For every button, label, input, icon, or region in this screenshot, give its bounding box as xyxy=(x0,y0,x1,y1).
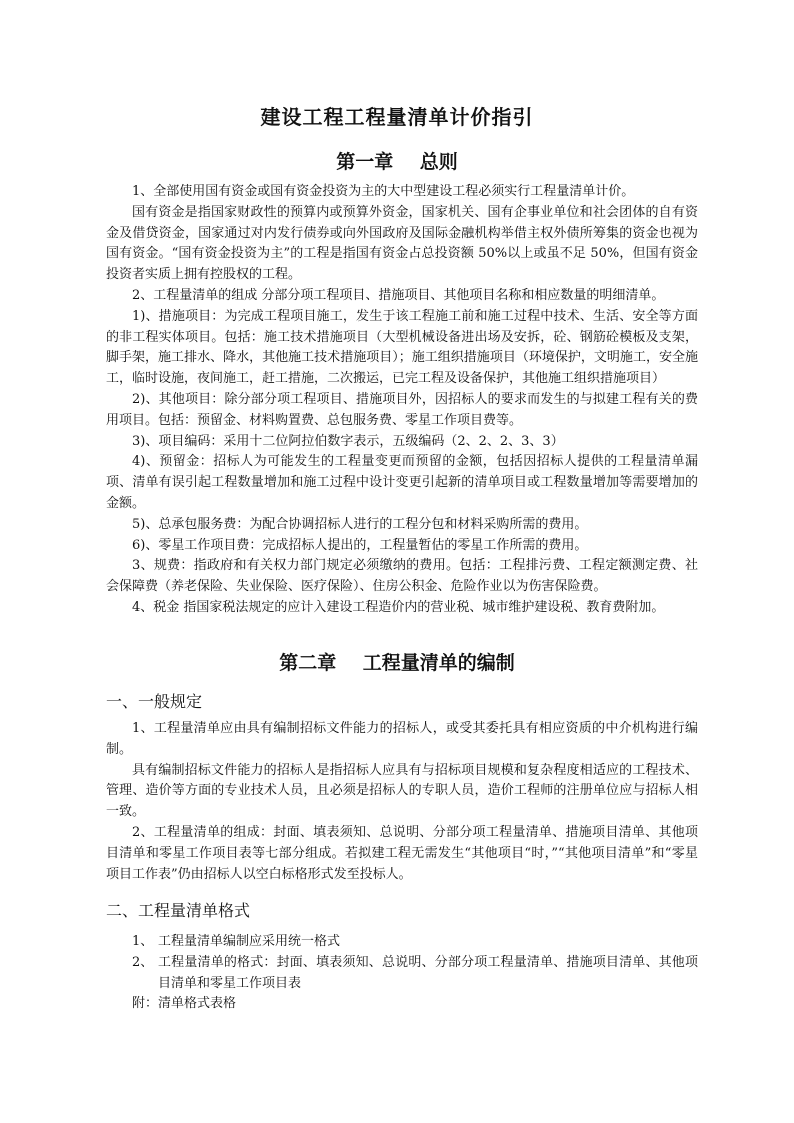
paragraph: 国有资金是指国家财政性的预算内或预算外资金，国家机关、国有企事业单位和社会团体的自有资金及借贷资金，国家通过对内发行债券或向外国政府及国际金融机构举借主权外债所筹集的资金也视为国有资金。“国有资金投资为主”的工程是指国有资金占总投资额 50%以上或虽不足 50%，但国有资金投资者实质上拥有控股权的工程。 xyxy=(106,204,698,283)
section-2-heading: 二、工程量清单格式 xyxy=(106,901,251,920)
section-1-heading: 一、一般规定 xyxy=(106,692,203,711)
list-item xyxy=(106,932,698,953)
list-item-text: 工程量清单编制应采用统一格式 xyxy=(158,934,341,949)
paragraph: 2)、其他项目：除分部分项工程项目、措施项目外，因招标人的要求而发生的与拟建工程有关的费用项目。包括：预留金、材料购置费、总包服务费、零星工作项目费等。 xyxy=(106,391,698,428)
document-title: 建设工程工程量清单计价指引 xyxy=(260,105,534,129)
paragraph: 4、税金 指国家税法规定的应计入建设工程造价内的营业税、城市维护建设税、教育费附加。 xyxy=(132,599,665,615)
chapter-1-body xyxy=(106,182,698,619)
paragraph: 1、全部使用国有资金或国有资金投资为主的大中型建设工程必须实行工程量清单计价。 xyxy=(132,184,635,199)
section-2-body xyxy=(106,932,698,1015)
paragraph: 2、工程量清单的组成：封面、填表须知、总说明、分部分项工程量清单、措施项目清单、其他项目清单和零星工作项目表等七部分组成。若拟建工程无需发生“其他项目“时，”“其他项目清单”和“零星项目工作表”仍由招标人以空白标格形式发至投标人。 xyxy=(106,824,698,882)
paragraph: 5)、总承包服务费：为配合协调招标人进行的工程分包和材料采购所需的费用。 xyxy=(132,516,588,532)
paragraph: 2、工程量清单的组成 分部分项工程项目、措施项目、其他项目名称和相应数量的明细清单。 xyxy=(132,287,665,303)
section-1-body xyxy=(106,719,698,885)
paragraph: 4)、预留金：招标人为可能发生的工程量变更而预留的金额，包括因招标人提供的工程量清单漏项、清单有误引起工程数量增加和施工过程中设计变更引起新的清单项目或工程数量增加等需要增加的金额。 xyxy=(106,454,698,511)
paragraph: 1)、措施项目：为完成工程项目施工，发生于该工程施工前和施工过程中技术、生活、安全等方面的非工程实体项目。包括：施工技术措施项目（大型机械设备进出场及安拆，砼、钢筋砼模板及支架，脚手架，施工排水、降水，其他施工技术措施项目）；施工组织措施项目（环境保护，文明施工，安全施工，临时设施，夜间施工，赶工措施，二次搬运，已完工程及设备保护，其他施工组织措施项目） xyxy=(106,308,698,387)
attachment-note: 附：清单格式表格 xyxy=(132,996,237,1012)
list-item xyxy=(106,953,698,995)
paragraph: 3)、项目编码：采用十二位阿拉伯数字表示，五级编码（2、2、2、3、3） xyxy=(132,433,564,449)
paragraph: 1、工程量清单应由具有编制招标文件能力的招标人，或受其委托具有相应资质的中介机构进行编制。 xyxy=(106,721,698,757)
list-item-number: 2、 xyxy=(132,954,154,970)
chapter-2-heading: 第二章 工程量清单的编制 xyxy=(279,652,515,674)
paragraph: 具有编制招标文件能力的招标人是指招标人应具有与招标项目规模和复杂程度相适应的工程技术、管理、造价等方面的专业技术人员，且必须是招标人的专职人员，造价工程师的注册单位应与招标人相一致。 xyxy=(106,762,698,820)
chapter-1-heading: 第一章 总则 xyxy=(336,151,458,173)
paragraph: 3、规费：指政府和有关权力部门规定必须缴纳的费用。包括：工程排污费、工程定额测定费、社会保障费（养老保险、失业保险、医疗保险）、住房公积金、危险作业以为伤害保险费。 xyxy=(106,558,698,595)
list-item-text: 工程量清单的格式：封面、填表须知、总说明、分部分项工程量清单、措施项目清单、其他项目清单和零星工作项目表 xyxy=(158,954,698,991)
paragraph: 6)、零星工作项目费：完成招标人提出的，工程量暂估的零星工作所需的费用。 xyxy=(132,537,588,553)
list-item-number: 1、 xyxy=(132,934,154,949)
